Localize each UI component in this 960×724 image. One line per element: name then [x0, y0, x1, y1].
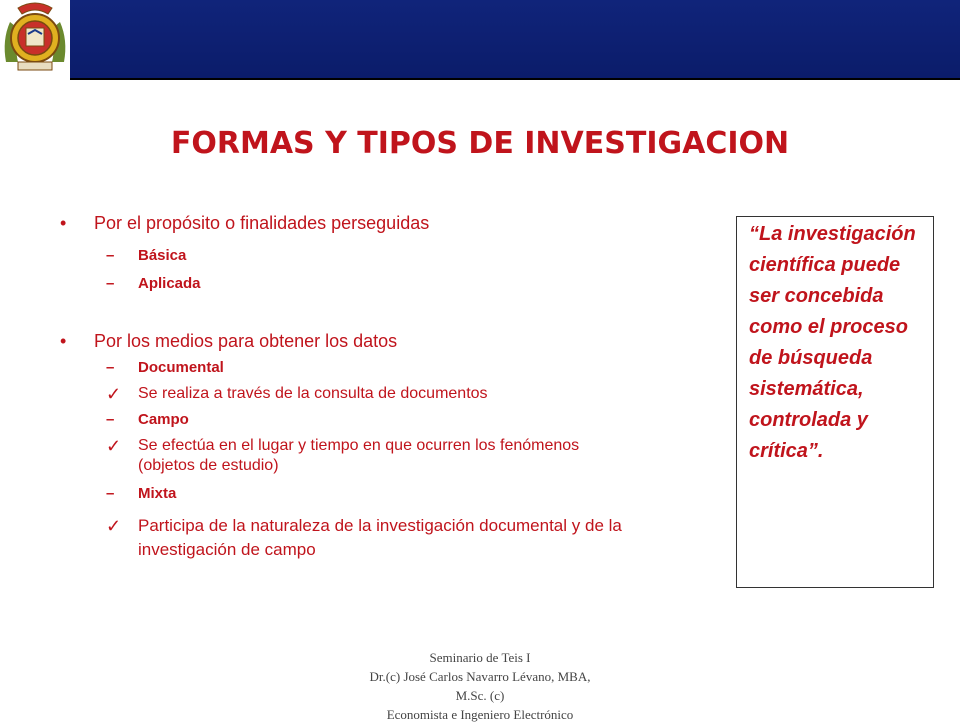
subitem-label: Documental: [138, 359, 224, 376]
subitem-basica: [60, 246, 710, 266]
footer-line: Dr.(c) José Carlos Navarro Lévano, MBA,: [369, 669, 591, 684]
header-bar: [0, 0, 960, 80]
subitem-documental: [60, 358, 710, 378]
bullet-marker: •: [60, 213, 67, 233]
subitem-mixta: [60, 484, 710, 504]
dash-marker: –: [106, 247, 115, 264]
quote-box: [736, 216, 934, 588]
check-mixta: [60, 514, 718, 562]
check-icon: ✓: [106, 516, 122, 536]
bullet-proposito: [60, 212, 710, 234]
footer-line: Economista e Ingeniero Electrónico: [386, 707, 574, 722]
check-text: Se realiza a través de la consulta de documentos: [138, 385, 488, 402]
footer-line: M.Sc. (c): [455, 688, 505, 703]
subitem-label: Básica: [138, 247, 187, 264]
bullet-label: Por el propósito o finalidades perseguidas: [94, 213, 430, 233]
footer: [340, 648, 620, 724]
slide-content: [60, 212, 710, 562]
subitem-label: Mixta: [138, 485, 177, 502]
dash-marker: –: [106, 411, 115, 428]
subitem-campo: [60, 410, 710, 430]
subitem-label: Campo: [138, 411, 189, 428]
check-icon: ✓: [106, 436, 122, 456]
slide-title: FORMAS Y TIPOS DE INVESTIGACION: [170, 126, 790, 161]
bullet-label: Por los medios para obtener los datos: [94, 331, 398, 351]
check-text: Participa de la naturaleza de la investigación documental y de la investigación de campo: [138, 516, 622, 559]
university-logo: [0, 0, 70, 80]
dash-marker: –: [106, 275, 115, 292]
dash-marker: –: [106, 485, 115, 502]
check-campo: [60, 436, 638, 476]
footer-line: Seminario de Teis I: [429, 650, 531, 665]
check-text: Se efectúa en el lugar y tiempo en que ocurren los fenómenos (objetos de estudio): [138, 437, 580, 474]
check-icon: ✓: [106, 384, 122, 404]
dash-marker: –: [106, 359, 115, 376]
crest-icon: [0, 0, 70, 80]
subitem-label: Aplicada: [138, 275, 201, 292]
check-documental: [60, 384, 710, 404]
quote-text: “La investigación científica puede ser concebida como el proceso de búsqueda sistemática, controlada y crítica”.: [749, 223, 916, 462]
subitem-aplicada: [60, 274, 710, 294]
bullet-marker: •: [60, 331, 67, 351]
bullet-medios: [60, 330, 710, 352]
header-band: [70, 0, 960, 80]
